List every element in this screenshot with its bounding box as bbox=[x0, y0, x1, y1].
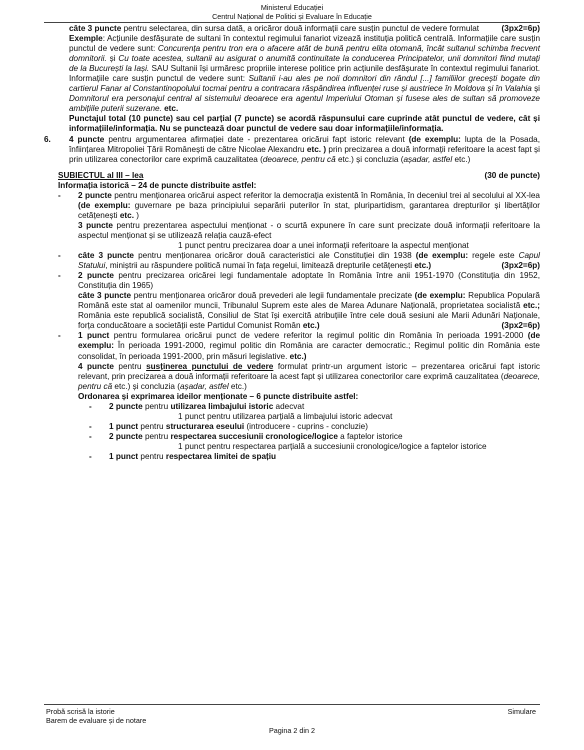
item5-examples: Exemple: Acțiunile desfășurate de sultani în contextul regimului fanariot vizează instituția politică centrală. Informațiile care susțin punctul de vedere sunt: Concurența pentru tron era o afacere atât de bună pentru elita otomană, încât sultanul schimba frecvent domnitorii. și Cu toate acestea, sultanii au asigurat o anumită continuitate la conducerea Principatelor, unii domnitori fiind mutați de la București la Iași. SAU Sultanii își urmăresc propriile interese politice prin acțiunile desfășurate în contextul regimului fanariot. Informațiile care susțin punctul de vedere sunt: Sultanii i-au ales pe noii domnitori din rândul [...] familiilor grecești bogate din cartierul Fanar al Constantinopolului tocmai pentru a contracara răspândirea influenței ruse și austriece în Moldova și în Valahia și Domnitorul era personajul central al sistemului deoarece era agentul Imperiului Otoman și fusese ales de sultan să promoveze ambițiile puterii suzerane. etc. bbox=[69, 34, 540, 114]
order-space-limit: - 1 punct pentru respectarea limitei de spațiu bbox=[89, 451, 277, 461]
criterion-viewpoint-support: 4 puncte pentru susținerea punctului de vedere formulat printr-un argument istoric – prezentarea oricărui fapt istoric relevant, prin precizarea a două informații referitoare la acest fapt și utilizarea conectorilor care exprimă cauzalitatea (deoarece, pentru că etc.) și concluzia (așadar, astfel etc.) bbox=[78, 361, 541, 391]
section3-heading bbox=[58, 171, 540, 181]
ministry-name: Ministerul Educației bbox=[260, 3, 324, 12]
info-heading: Informația istorică – 24 de puncte distribuite astfel: bbox=[58, 180, 257, 190]
item6-number: 6. bbox=[44, 134, 51, 144]
exam-name: Probă scrisă la istorie bbox=[46, 707, 115, 716]
fundamental-law-score: (3px2=6p) bbox=[501, 321, 540, 331]
footer-left bbox=[46, 707, 146, 725]
section3-points: (30 de puncte) bbox=[484, 170, 540, 180]
order-language: - 2 puncte pentru utilizarea limbajului istoric adecvat bbox=[89, 401, 305, 411]
header-divider bbox=[44, 22, 540, 23]
constitution-1938-score: (3px2=6p) bbox=[501, 261, 540, 271]
item5-score: (3px2=6p) bbox=[501, 24, 540, 33]
section3-title: SUBIECTUL al III – lea bbox=[58, 170, 144, 180]
criterion-democracy-presentation: 3 puncte pentru prezentarea aspectului menționat - o scurtă expunere în care sunt precizate două informații referitoare la aspectul menționat și se utilizează relația cauză-efect bbox=[78, 220, 541, 240]
criterion-viewpoint: - 1 punct pentru formularea oricărui punct de vedere referitor la regimul politic din România în perioada 1991-2000 (de exemplu: În perioada 1991-2000, regimul politic din România are caracter democratic.; Regimul politic din România este consolidat, în perioada 1991-2000, prin măsuri legislative. etc.) bbox=[58, 331, 540, 361]
item6: 6. 4 puncte pentru argumentarea afirmației date - prezentarea oricărui fapt istoric relevant (de exemplu: lupta de la Posada, înființarea Mitropoliei Țării Românești de către Nicolae Alexandru etc. ) prin precizarea a două informații referitoare la acest fapt și prin utilizarea conectorilor care exprimă cauzalitatea (deoarece, pentru că etc.) și concluzia (așadar, astfel etc.) bbox=[44, 134, 540, 164]
order-language-partial: 1 punct pentru utilizarea parțială a limbajului istoric adecvat bbox=[178, 411, 393, 421]
criterion-constitution-1938: - câte 3 puncte pentru menționarea oricăror două caracteristici ale Constituției din 1938 (de exemplu: regele este Capul Statului, miniștrii au răspundere politică numai în fața regelui, limitează drepturile cetățenești etc.) (3px2=6p) bbox=[58, 251, 540, 271]
criterion-fundamental-law: - 2 puncte pentru precizarea oricărei legi fundamentale adoptate în România între anii 1951-1970 (Constituția din 1952, Constituția din 1965) bbox=[58, 271, 540, 291]
grading-content bbox=[44, 24, 541, 462]
order-chronology-partial: 1 punct pentru respectarea parțială a succesiunii cronologice/logice a faptelor istorice bbox=[178, 441, 487, 451]
item5-criterion: câte 3 puncte pentru selectarea, din sursa dată, a oricăror două informații care susțin punctul de vedere formulat (3px2=6p) bbox=[69, 24, 540, 33]
item5-total-note: Punctajul total (10 puncte) sau cel parțial (7 puncte) se acordă răspunsului care cuprinde atât punctul de vedere, cât și informațiile/informația. Nu se punctează doar punctul de vedere sau doar informațiile/informația. bbox=[69, 114, 540, 134]
order-structure: - 1 punct pentru structurarea eseului (introducere - cuprins - concluzie) bbox=[89, 421, 368, 431]
criterion-fundamental-law-provisions: câte 3 puncte pentru menționarea oricăror două prevederi ale legii fundamentale precizate (de exemplu: Republica Populară Română este stat al oamenilor muncii, Tribunalul Suprem este ales de Marea Adunare Națională, proprietatea socialistă etc.; România este republică socialistă, Consiliul de Stat își exercită atribuțiile între cele două sesiuni ale Marii Adunări Naționale, forța conducătoare a societății este Partidul Comunist Român etc.) (3px2=6p) bbox=[78, 291, 540, 331]
order-chronology: - 2 puncte pentru respectarea succesiunii cronologice/logice a faptelor istorice bbox=[89, 431, 403, 441]
criterion-democracy-partial: 1 punct pentru precizarea doar a unei informații referitoare la aspectul menționat bbox=[178, 240, 469, 250]
order-heading: Ordonarea și exprimarea ideilor menționate – 6 puncte distribuite astfel: bbox=[78, 391, 359, 401]
center-name: Centrul Național de Politici și Evaluare în Educație bbox=[212, 12, 372, 21]
document-type: Barem de evaluare și de notare bbox=[46, 716, 147, 725]
criterion-democracy: - 2 puncte pentru menționarea oricărui aspect referitor la democrația existentă în România, în deceniul trei al secolului al XX-lea (de exemplu: guvernare pe baza principiului separării puterilor în stat, pluripartidism, garantarea drepturilor și libertăților cetățenești etc. ) bbox=[58, 190, 540, 220]
page-header bbox=[0, 3, 584, 21]
page-number: Pagina 2 din 2 bbox=[269, 726, 315, 735]
exam-session: Simulare bbox=[507, 707, 536, 716]
footer-divider bbox=[44, 704, 540, 705]
